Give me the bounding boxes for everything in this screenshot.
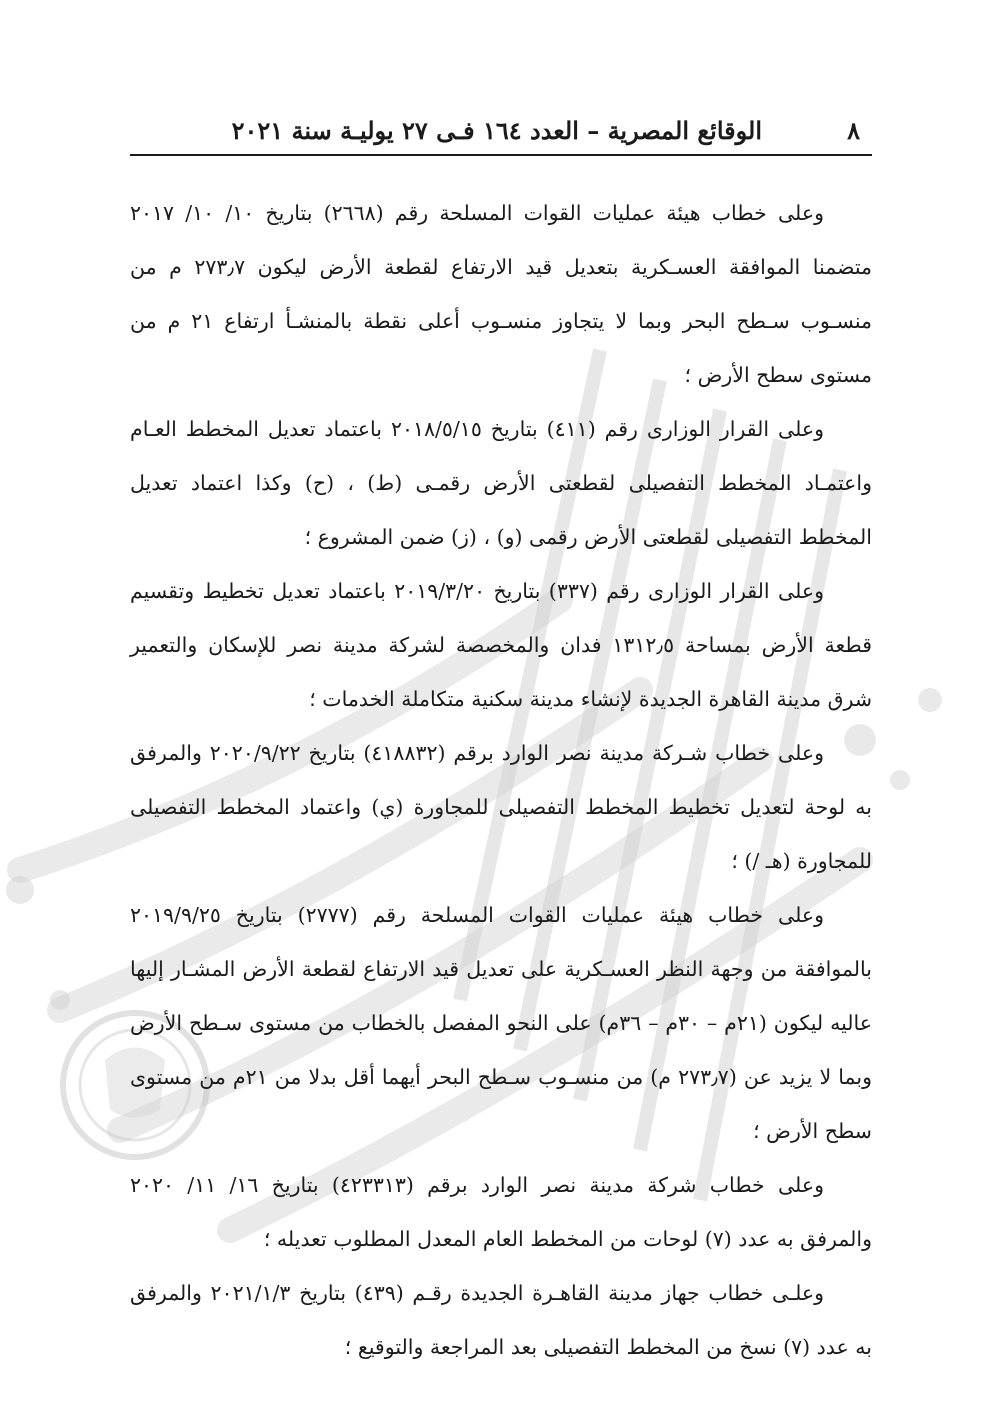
paragraph-6: وعلى خطاب شركة مدينة نصر الوارد برقم (٤٢٣٣١٣) بتاريخ ١٦/ ١١/ ٢٠٢٠ والمرفق به عدد (٧) لوحات من المخطط العام المعدل المطلوب تعديله ؛ [130,1173,872,1251]
gazette-title: الوقائع المصرية – العدد ١٦٤ فـى ٢٧ يوليـة سنة ٢٠٢١ [231,116,762,145]
paragraph-4: وعلى خطاب شـركة مدينة نصر الوارد برقم (٤١٨٨٣٢) بتاريخ ٢٠٢٠/٩/٢٢ والمرفق به لوحة لتعديل تخطيط المخطط التفصيلى للمجاورة (ي) واعتماد المخطط التفصيلى للمجاورة (هـ /) ؛ [130,741,872,873]
page-number: ٨ [847,116,860,145]
paragraph-3: وعلى القرار الوزارى رقم (٣٣٧) بتاريخ ٢٠١٩/٣/٢٠ باعتماد تعديل تخطيط وتقسيم قطعة الأرض بمساحة ١٣١٢٫٥ فدان والمخصصة لشركة مدينة نصر للإسكان والتعمير شرق مدينة القاهرة الجديدة لإنشاء مدينة سكنية متكاملة الخدمات ؛ [130,579,873,711]
paragraph-1: وعلى خطاب هيئة عمليات القوات المسلحة رقم (٢٦٦٨) بتاريخ ١٠/ ١٠/ ٢٠١٧ متضمنا الموافقة العسـكرية بتعديل قيد الارتفاع لقطعة الأرض ليكون ٢٧٣٫٧ م من منسـوب سـطح البحر وبما لا يتجاوز منسـوب أعلى نقطة بالمنشـأ ارتفاع ٢١ م من مستوى سطح الأرض ؛ [130,201,873,387]
document-body [130,186,872,1374]
paragraph-7: وعلـى خطاب جهاز مدينة القاهـرة الجديدة رقـم (٤٣٩) بتاريخ ٢٠٢١/١/٣ والمرفق به عدد (٧) نسخ من المخطط التفصيلى بعد المراجعة والتوقيع ؛ [130,1281,872,1359]
paragraph-5: وعلى خطاب هيئة عمليات القوات المسلحة رقم (٢٧٧٧) بتاريخ ٢٠١٩/٩/٢٥ بالموافقة من وجهة النظر العسـكرية على تعديل قيد الارتفاع لقطعة الأرض المشـار إليها عاليه ليكون (٢١م – ٣٠م – ٣٦م) على النحو المفصل بالخطاب من مستوى سـطح الأرض وبما لا يزيد عن (٢٧٣٫٧ م) من منسـوب سـطح البحر أيهما أقل بدلا من ٢١م من مستوى سطح الأرض ؛ [130,903,873,1143]
page-header [130,112,872,156]
paragraph-2: وعلى القرار الوزارى رقم (٤١١) بتاريخ ٢٠١٨/٥/١٥ باعتماد تعديل المخطط العـام واعتمـاد المخطط التفصيلى لقطعتى الأرض رقمـى (ط) ، (ح) وكذا اعتماد تعديل المخطط التفصيلى لقطعتى الأرض رقمى (و) ، (ز) ضمن المشروع ؛ [130,417,872,549]
